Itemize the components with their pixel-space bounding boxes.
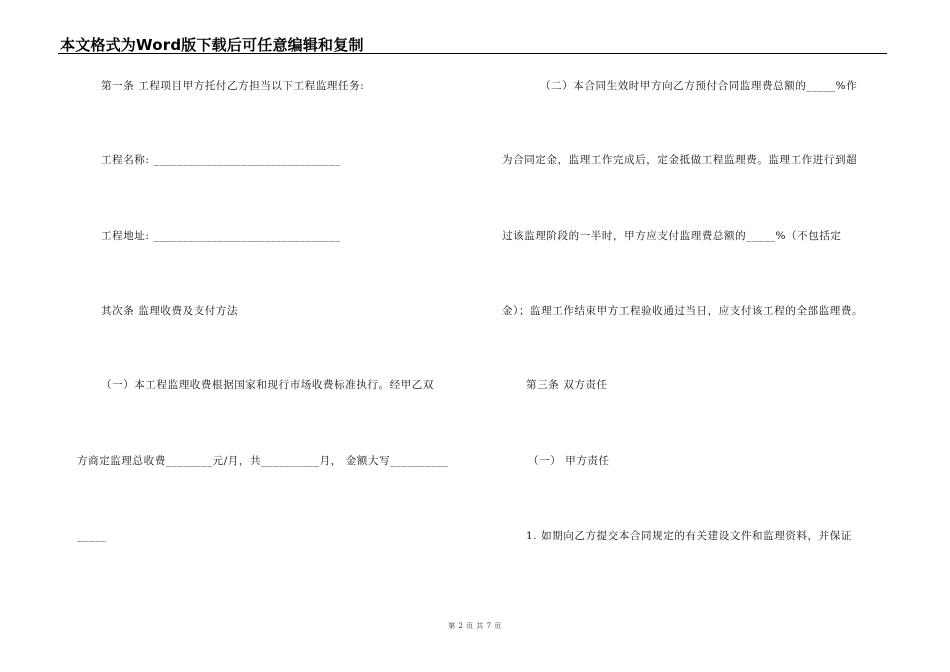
header-divider xyxy=(58,53,887,54)
left-line-fee-terms: 方商定监理总收费________元/月，共__________月， 金额大写__________ xyxy=(77,455,449,467)
left-line-project-address: 工程地址: ________________________________ xyxy=(101,230,341,242)
right-line-final-payment: 金）；监理工作结束甲方工程验收通过当日，应支付该工程的全部监理费。 xyxy=(502,305,864,317)
left-line-article-1: 第一条 工程项目甲方托付乙方担当以下工程监理任务: xyxy=(101,80,365,92)
page-number: 第 2 页 共 7 页 xyxy=(448,622,502,630)
right-line-duty-1: 1. 如期向乙方提交本合同规定的有关建设文件和监理资料，并保证 xyxy=(526,530,852,542)
right-line-clause-2: （二）本合同生效时甲方向乙方预付合同监理费总额的_____%作 xyxy=(540,80,858,92)
right-line-party-a-duty: （一） 甲方责任 xyxy=(528,455,610,467)
left-line-blank: _____ xyxy=(77,530,107,542)
left-line-project-name: 工程名称: ________________________________ xyxy=(101,154,341,166)
left-line-clause-1: （一）本工程监理收费根据国家和现行市场收费标准执行。经甲乙双 xyxy=(101,379,434,391)
right-line-deposit: 为合同定金，监理工作完成后，定金抵做工程监理费。监理工作进行到超 xyxy=(502,154,858,166)
left-line-article-2: 其次条 监理收费及支付方法 xyxy=(101,305,239,317)
right-line-half-stage: 过该监理阶段的一半时，甲方应支付监理费总额的_____%（不包括定 xyxy=(502,230,842,242)
right-line-article-3: 第三条 双方责任 xyxy=(526,379,608,391)
document-header-title: 本文格式为Word版下载后可任意编辑和复制 xyxy=(60,36,364,54)
